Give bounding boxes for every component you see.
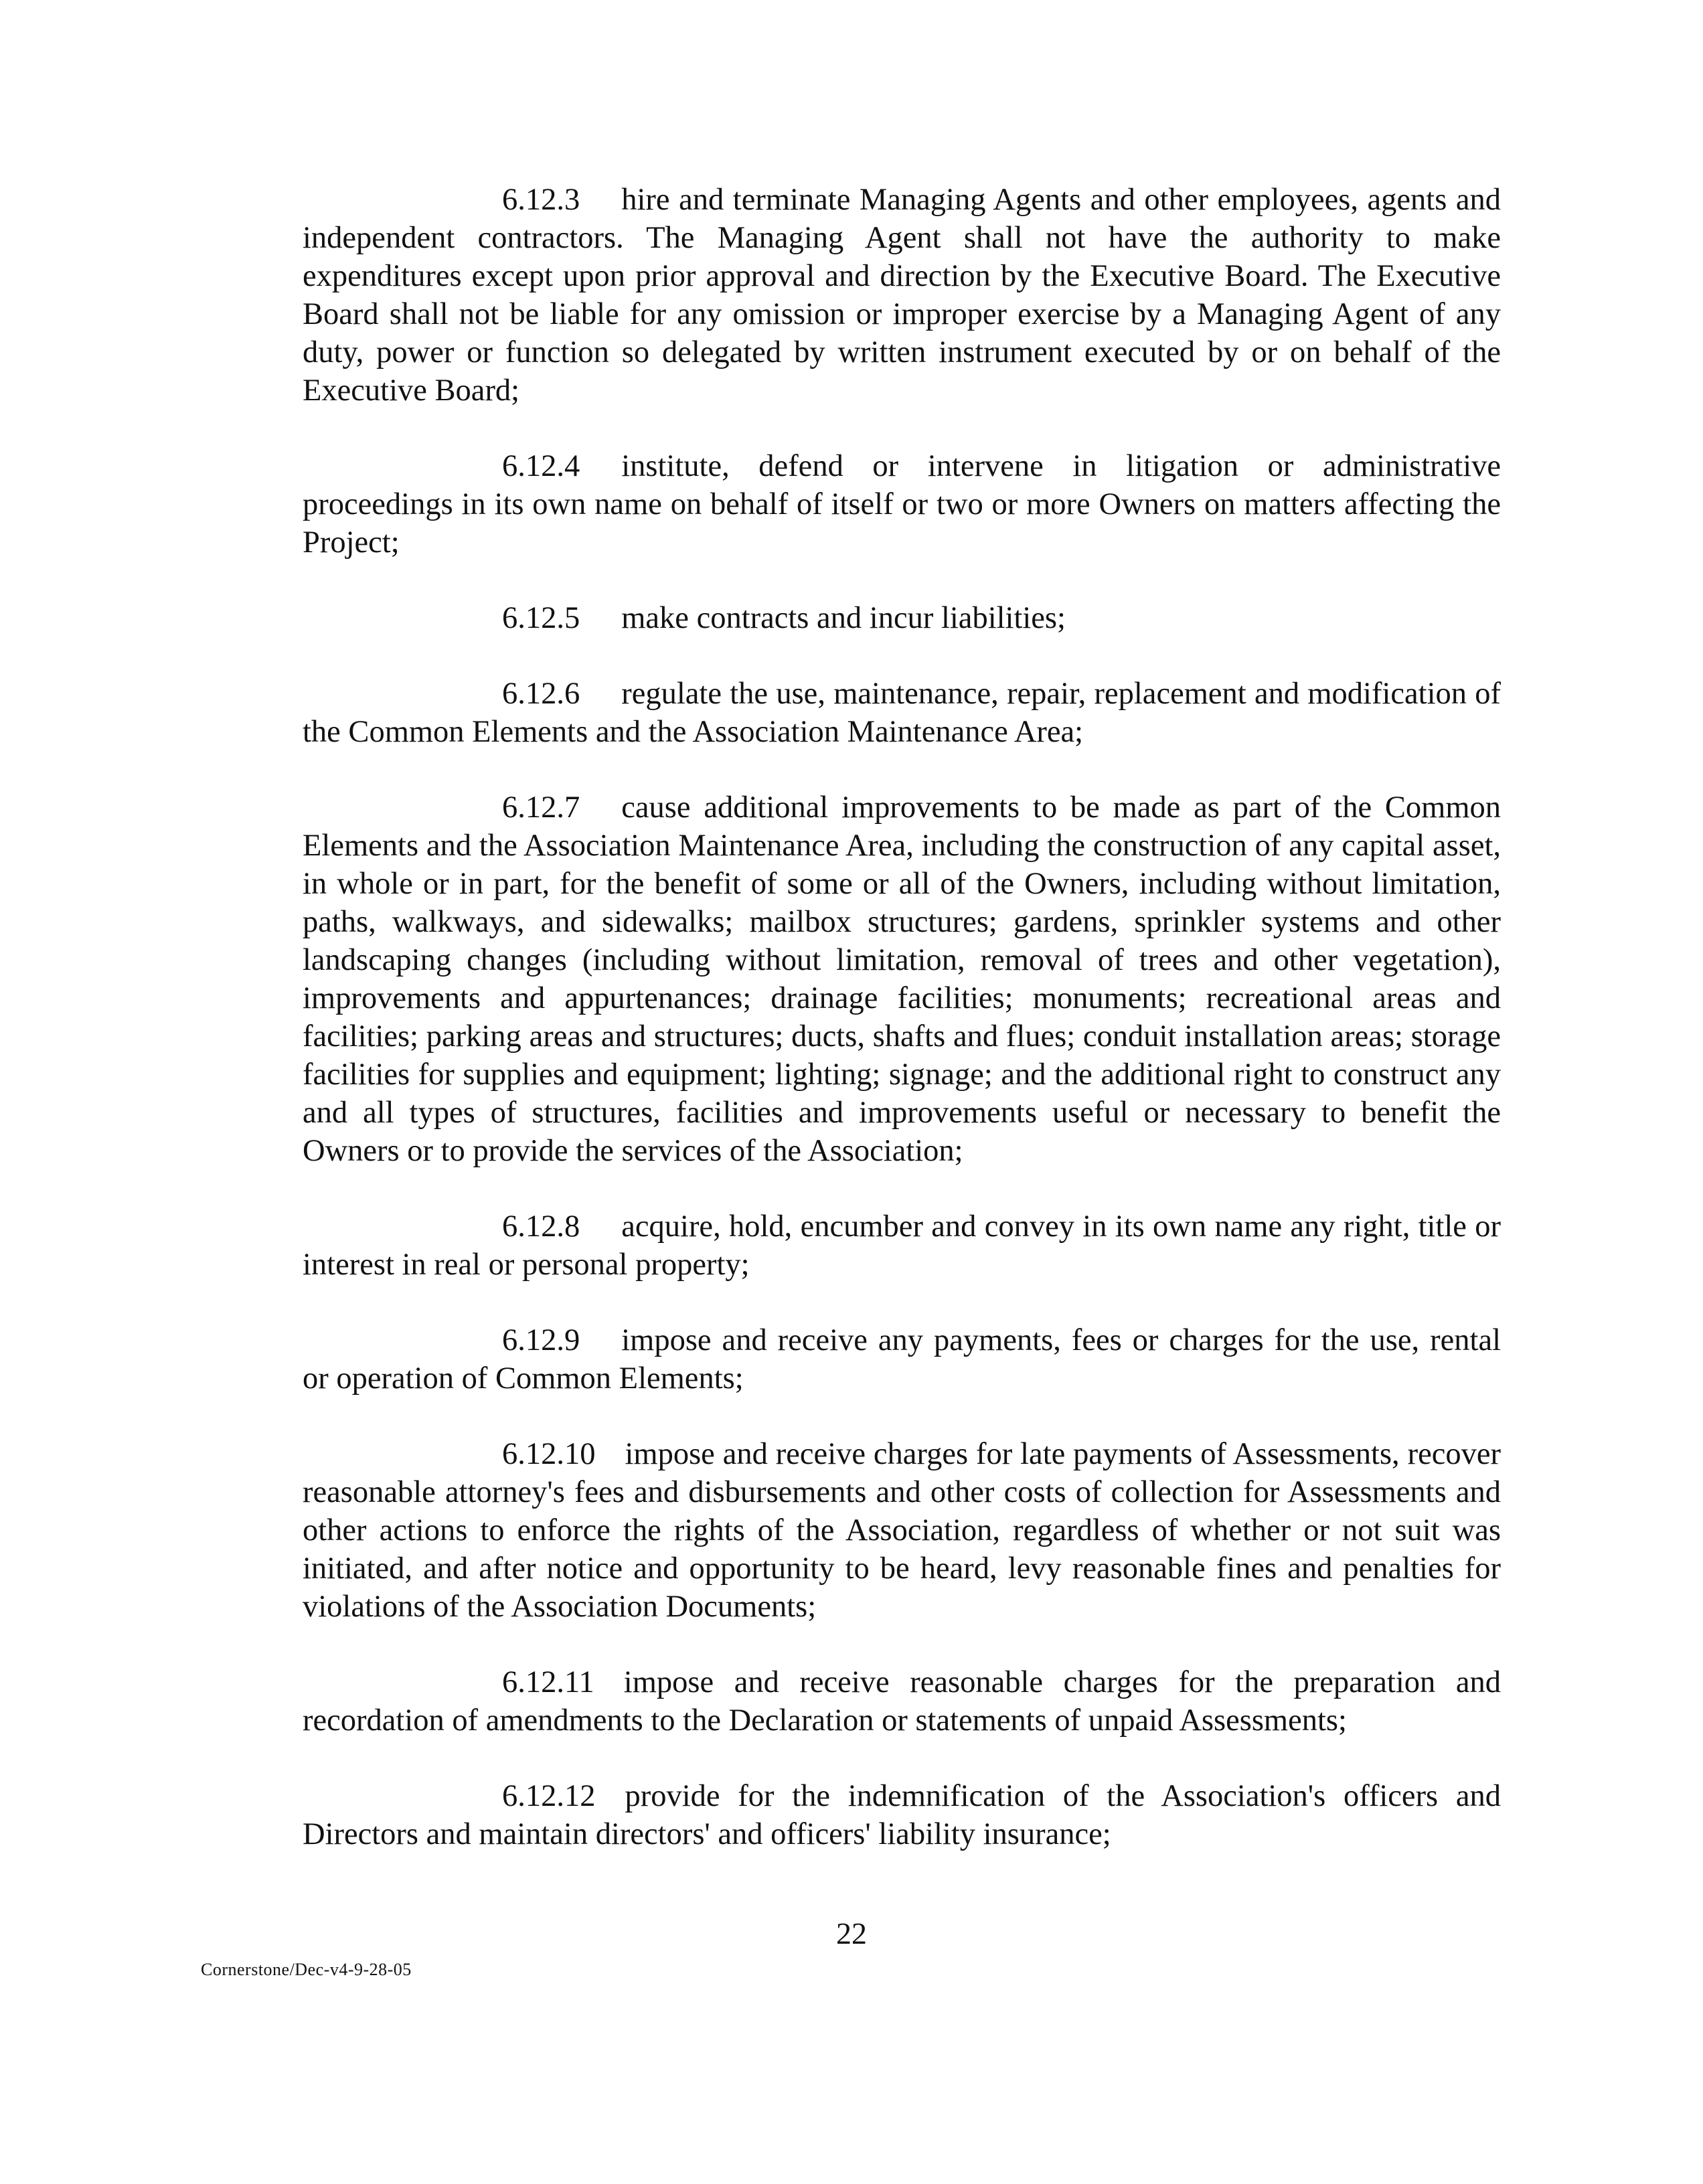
paragraph-6-12-3 [303, 181, 1501, 410]
paragraph-6-12-7 [303, 788, 1501, 1170]
paragraph-6-12-10 [303, 1435, 1501, 1626]
paragraph-6-12-8 [303, 1207, 1501, 1284]
paragraph-6-12-11 [303, 1663, 1501, 1740]
document-body [303, 181, 1501, 1891]
paragraph-text: impose and receive any payments, fees or charges for the use, rental or operation of Common Elements; [303, 1323, 1501, 1396]
paragraph-text: impose and receive reasonable charges for the preparation and recordation of amendments to the Declaration or statements of unpaid Assessments; [303, 1665, 1501, 1738]
section-number: 6.12.7 [502, 790, 580, 825]
section-number: 6.12.4 [502, 449, 580, 483]
section-number: 6.12.11 [502, 1665, 594, 1699]
section-number: 6.12.9 [502, 1323, 580, 1357]
paragraph-text: acquire, hold, encumber and convey in its own name any right, title or interest in real or personal property; [303, 1209, 1501, 1282]
section-number: 6.12.10 [502, 1437, 596, 1471]
section-number: 6.12.5 [502, 601, 580, 635]
paragraph-text: institute, defend or intervene in litigation or administrative proceedings in its own name on behalf of itself or two or more Owners on matters affecting the Project; [303, 449, 1501, 560]
paragraph-text: regulate the use, maintenance, repair, replacement and modification of the Common Elements and the Association Maintenance Area; [303, 677, 1501, 749]
paragraph-6-12-12 [303, 1777, 1501, 1853]
section-number: 6.12.8 [502, 1209, 580, 1244]
paragraph-text: impose and receive charges for late payments of Assessments, recover reasonable attorney's fees and disbursements and other costs of collection for Assessments and other actions to enforce the rights of the Association, regardless of whether or not suit was initiated, and after notice and opportunity to be heard, levy reasonable fines and penalties for violations of the Association Documents; [303, 1437, 1501, 1624]
paragraph-text: hire and terminate Managing Agents and other employees, agents and independent contractors. The Managing Agent shall not have the authority to make expenditures except upon prior approval and direction by the Executive Board. The Executive Board shall not be liable for any omission or improper exercise by a Managing Agent of any duty, power or function so delegated by written instrument executed by or on behalf of the Executive Board; [303, 183, 1501, 408]
paragraph-text: cause additional improvements to be made as part of the Common Elements and the Association Maintenance Area, including the construction of any capital asset, in whole or in part, for the benefit of some or all of the Owners, including without limitation, paths, walkways, and sidewalks; mailbox structures; gardens, sprinkler systems and other landscaping changes (including without limitation, removal of trees and other vegetation), improvements and appurtenances; drainage facilities; monuments; recreational areas and facilities; parking areas and structures; ducts, shafts and flues; conduit installation areas; storage facilities for supplies and equipment; lighting; signage; and the additional right to construct any and all types of structures, facilities and improvements useful or necessary to benefit the Owners or to provide the services of the Association; [303, 790, 1501, 1168]
paragraph-6-12-4 [303, 447, 1501, 562]
paragraph-6-12-9 [303, 1321, 1501, 1398]
section-number: 6.12.6 [502, 677, 580, 711]
section-number: 6.12.12 [502, 1779, 596, 1813]
paragraph-6-12-6 [303, 675, 1501, 751]
section-number: 6.12.3 [502, 183, 580, 217]
page-number: 22 [836, 1916, 867, 1950]
paragraph-text: make contracts and incur liabilities; [621, 601, 1066, 635]
paragraph-6-12-5 [303, 599, 1501, 637]
document-footer-id: Cornerstone/Dec-v4-9-28-05 [201, 1960, 412, 1979]
paragraph-text: provide for the indemnification of the Association's officers and Directors and maintain directors' and officers' liability insurance; [303, 1779, 1501, 1851]
